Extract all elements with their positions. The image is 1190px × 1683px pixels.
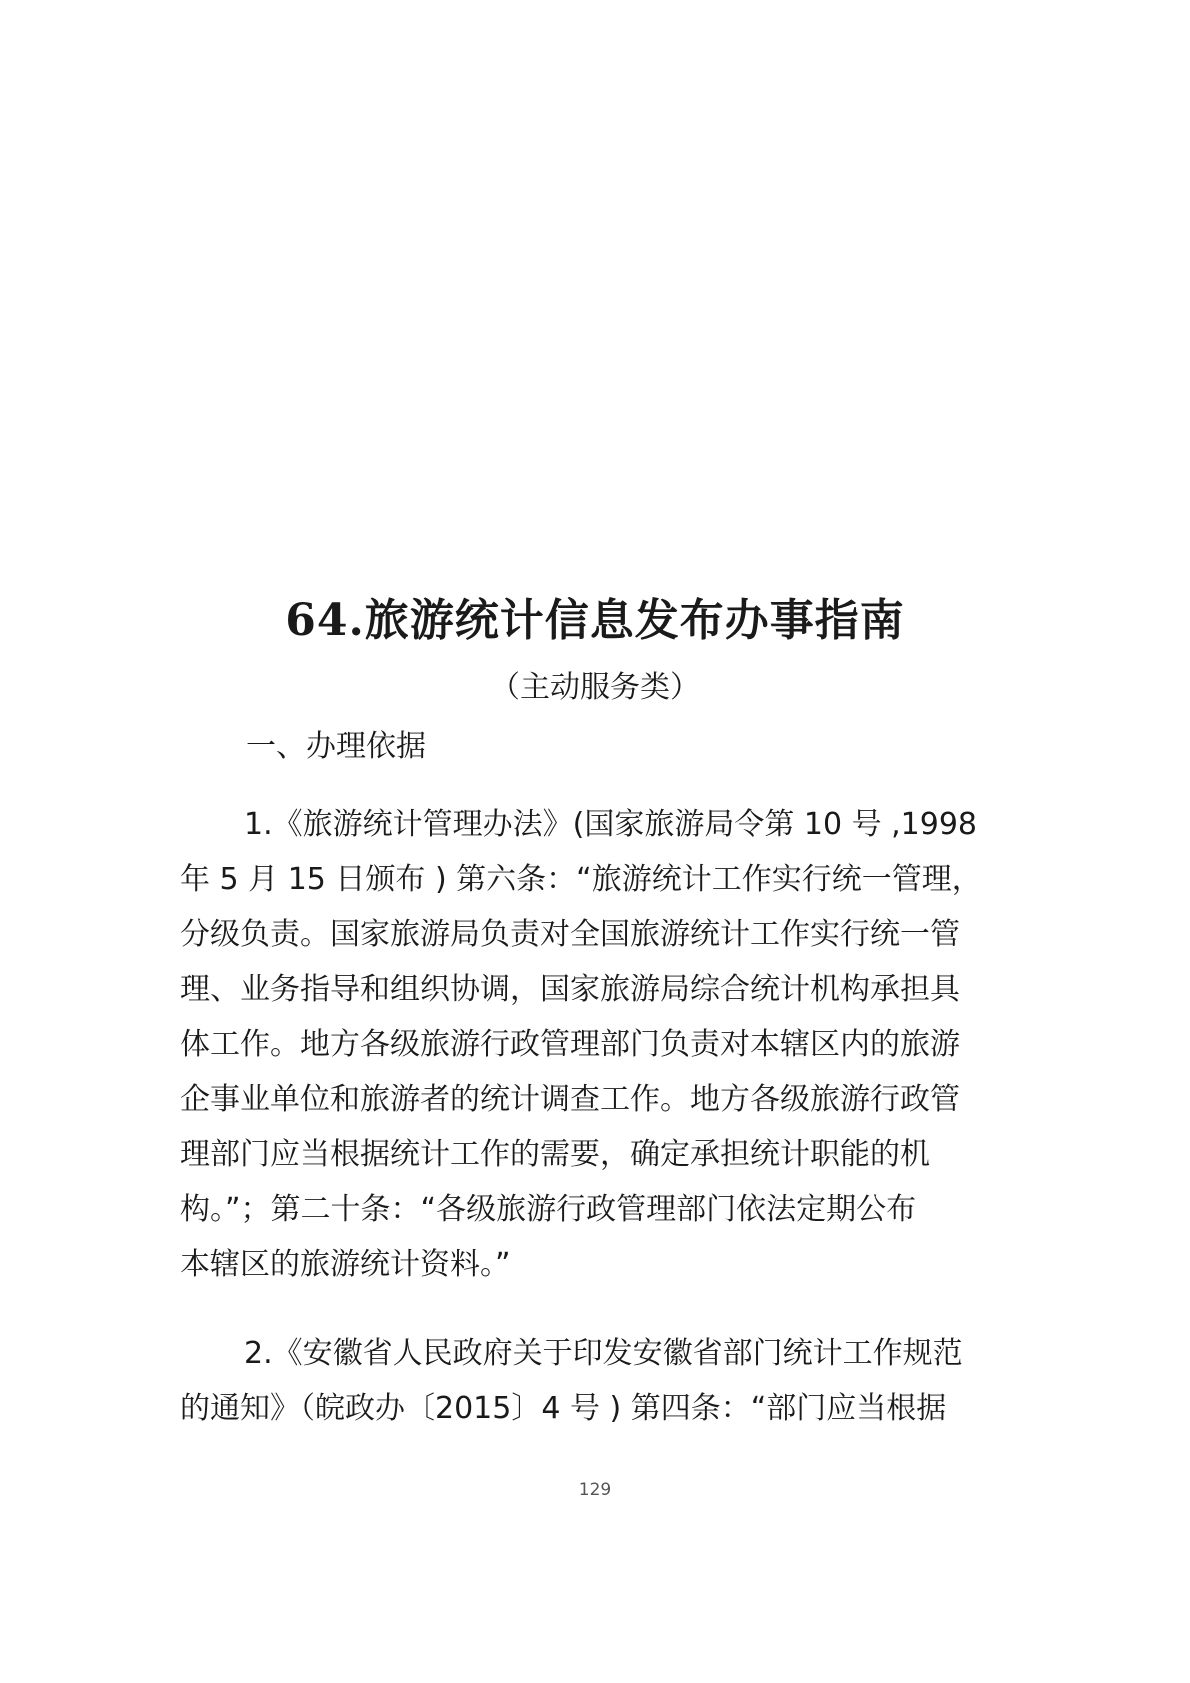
paragraph-line: 2.《安徽省人民政府关于印发安徽省部门统计工作规范 [244, 1336, 963, 1371]
paragraph-line: 构。”；第二十条：“各级旅游行政管理部门依法定期公布 [180, 1192, 917, 1227]
paragraph-line: 的通知》（皖政办〔2015〕4 号 ) 第四条：“部门应当根据 [180, 1391, 947, 1426]
page-number: 129 [578, 1480, 612, 1500]
paragraph-line: 理部门应当根据统计工作的需要，确定承担统计职能的机 [180, 1137, 930, 1172]
paragraph-line: 体工作。地方各级旅游行政管理部门负责对本辖区内的旅游 [180, 1027, 960, 1062]
paragraph-1 [180, 797, 1010, 1292]
paragraph-line: 分级负责。国家旅游局负责对全国旅游统计工作实行统一管 [180, 917, 960, 952]
page-subtitle: （主动服务类） [490, 670, 700, 705]
paragraph-line: 理、业务指导和组织协调，国家旅游局综合统计机构承担具 [180, 972, 960, 1007]
section-heading: 一、办理依据 [246, 729, 426, 764]
page-title: 64.旅游统计信息发布办事指南 [285, 595, 905, 646]
paragraph-line: 企事业单位和旅游者的统计调查工作。地方各级旅游行政管 [180, 1082, 960, 1117]
paragraph-2 [180, 1326, 1010, 1436]
paragraph-line: 1.《旅游统计管理办法》(国家旅游局令第 10 号 ,1998 [244, 807, 977, 842]
paragraph-line: 年 5 月 15 日颁布 ) 第六条：“旅游统计工作实行统一管理， [180, 862, 982, 897]
paragraph-line: 本辖区的旅游统计资料。” [180, 1247, 511, 1282]
